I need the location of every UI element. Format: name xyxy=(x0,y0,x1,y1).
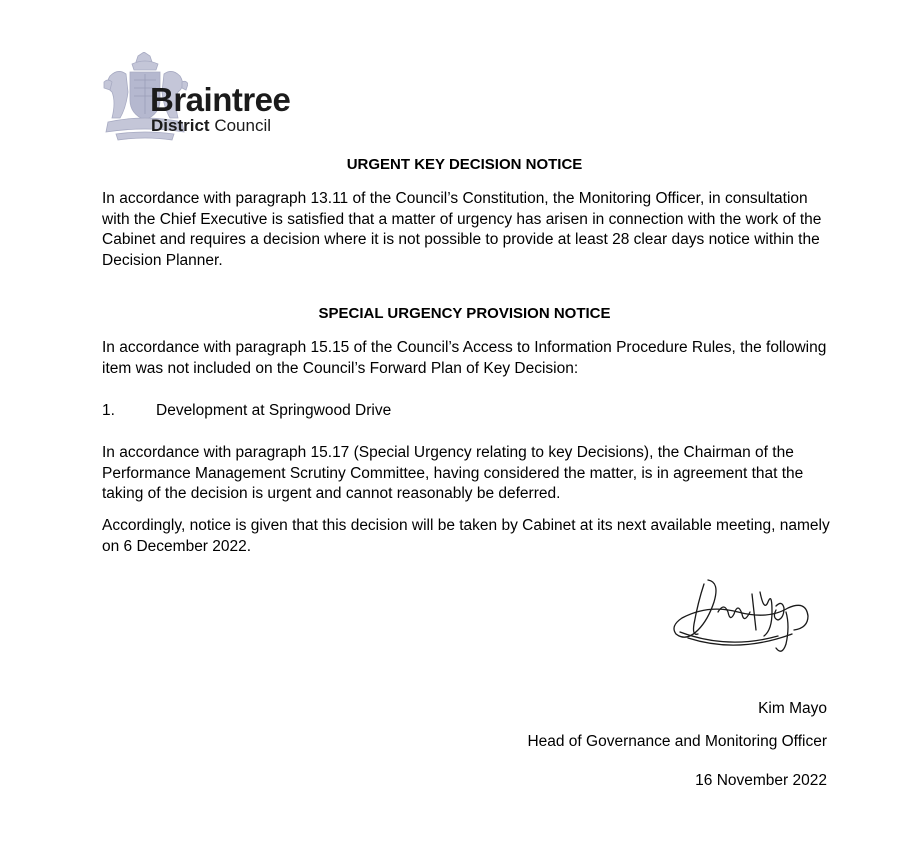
list-item-text: Development at Springwood Drive xyxy=(156,402,392,419)
logo-subtitle-regular: Council xyxy=(214,116,272,135)
logo-subtitle-bold: District xyxy=(151,116,210,135)
logo-wordmark: Braintree xyxy=(150,81,291,118)
special-notice-heading: SPECIAL URGENCY PROVISION NOTICE xyxy=(318,305,611,322)
council-logo xyxy=(102,52,317,144)
list-item-number: 1. xyxy=(102,402,115,419)
notice-date: 16 November 2022 xyxy=(695,772,827,789)
handwritten-signature xyxy=(668,572,818,660)
logo-subtitle xyxy=(151,116,271,136)
special-notice-agreement: In accordance with paragraph 15.17 (Special Urgency relating to key Decisions), the Chairman of the Performance Management Scrutiny Committee, having considered the matter, is in agreement that the taking of the decision is urgent and cannot reasonably be deferred. xyxy=(102,444,804,503)
urgent-notice-heading: URGENT KEY DECISION NOTICE xyxy=(346,156,583,173)
special-notice-conclusion: Accordingly, notice is given that this decision will be taken by Cabinet at its next available meeting, namely on 6 December 2022. xyxy=(102,517,830,555)
urgent-notice-body: In accordance with paragraph 13.11 of the Council’s Constitution, the Monitoring Officer, in consultation with the Chief Executive is satisfied that a matter of urgency has arisen in connection with the work of the Cabinet and requires a decision where it is not possible to provide at least 28 clear days notice within the Decision Planner. xyxy=(102,190,822,270)
special-notice-intro: In accordance with paragraph 15.15 of the Council’s Access to Information Procedure Rules, the following item was not included on the Council’s Forward Plan of Key Decision: xyxy=(102,339,827,377)
signatory-title: Head of Governance and Monitoring Officer xyxy=(527,733,827,750)
signatory-name: Kim Mayo xyxy=(758,700,827,717)
